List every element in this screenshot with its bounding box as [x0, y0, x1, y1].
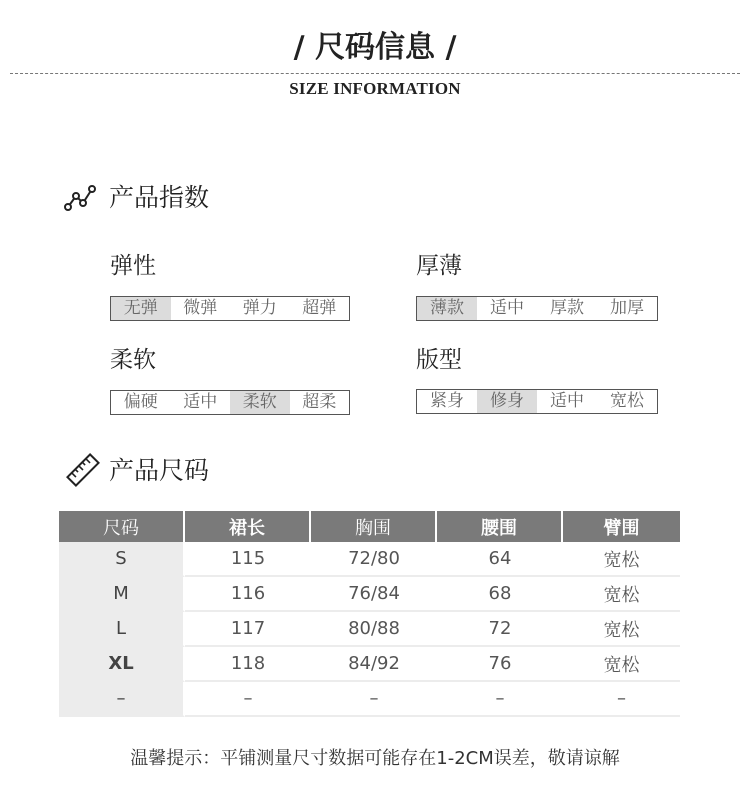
- table-cell: 宽松: [563, 542, 680, 577]
- scale-option: 弹力: [242, 298, 277, 318]
- table-cell: 宽松: [563, 612, 680, 647]
- table-cell: –: [185, 682, 311, 717]
- scale-option: 微弹: [183, 298, 218, 318]
- scale-option: 紧身: [430, 391, 464, 411]
- group-title-softness: 柔软: [110, 347, 156, 373]
- table-cell: 80/88: [311, 612, 437, 647]
- thickness-scale: [416, 296, 658, 321]
- scale-option: 厚款: [550, 298, 584, 318]
- column-header-waist: 腰围: [437, 511, 563, 542]
- size-cell: XL: [59, 647, 185, 682]
- section-title-product-size: 产品尺码: [109, 456, 210, 485]
- scale-option: 宽松: [610, 391, 644, 411]
- table-cell: –: [563, 682, 680, 717]
- table-cell: 76/84: [311, 577, 437, 612]
- table-row: [59, 542, 680, 577]
- group-title-thickness: 厚薄: [416, 253, 462, 279]
- table-cell: 118: [185, 647, 311, 682]
- page-title: / 尺码信息 /: [293, 30, 457, 65]
- size-cell: –: [59, 682, 185, 717]
- table-cell: 117: [185, 612, 311, 647]
- scale-option-selected: 薄款: [417, 297, 477, 320]
- scale-option: 适中: [550, 391, 584, 411]
- footnote: 温馨提示：平铺测量尺寸数据可能存在1-2CM误差，敬请谅解: [130, 748, 620, 769]
- table-cell: –: [437, 682, 563, 717]
- scale-option: 加厚: [610, 298, 644, 318]
- table-cell: 84/92: [311, 647, 437, 682]
- trend-line-icon: [63, 182, 97, 216]
- scale-option: 偏硬: [123, 392, 158, 412]
- column-header-size: 尺码: [59, 511, 185, 542]
- scale-option: 适中: [490, 298, 524, 318]
- column-header-skirt-length: 裙长: [185, 511, 311, 542]
- table-cell: 宽松: [563, 577, 680, 612]
- table-cell: 76: [437, 647, 563, 682]
- group-title-elasticity: 弹性: [110, 253, 156, 279]
- table-cell: 64: [437, 542, 563, 577]
- group-title-fit: 版型: [416, 347, 462, 373]
- table-cell: –: [311, 682, 437, 717]
- scale-option-selected: 柔软: [230, 391, 290, 414]
- table-row: [59, 612, 680, 647]
- dashed-divider: [10, 73, 740, 74]
- scale-option: 适中: [183, 392, 218, 412]
- elasticity-scale: [110, 296, 350, 321]
- table-cell: 115: [185, 542, 311, 577]
- scale-option: 超弹: [302, 298, 337, 318]
- table-cell: 68: [437, 577, 563, 612]
- table-cell: 宽松: [563, 647, 680, 682]
- ruler-icon: [66, 453, 100, 487]
- size-cell: S: [59, 542, 185, 577]
- table-cell: 116: [185, 577, 311, 612]
- table-cell: 72/80: [311, 542, 437, 577]
- table-row: [59, 577, 680, 612]
- scale-option-selected: 无弹: [111, 297, 171, 320]
- table-row: [59, 647, 680, 682]
- table-cell: 72: [437, 612, 563, 647]
- size-table: [59, 511, 680, 717]
- column-header-arm: 臂围: [563, 511, 680, 542]
- size-cell: L: [59, 612, 185, 647]
- page-subtitle: SIZE INFORMATION: [289, 79, 461, 98]
- table-row: [59, 682, 680, 717]
- scale-option: 超柔: [302, 392, 337, 412]
- scale-option-selected: 修身: [477, 390, 537, 413]
- size-cell: M: [59, 577, 185, 612]
- section-title-product-index: 产品指数: [109, 183, 210, 212]
- fit-scale: [416, 389, 658, 414]
- softness-scale: [110, 390, 350, 415]
- column-header-bust: 胸围: [311, 511, 437, 542]
- table-header-row: [59, 511, 680, 542]
